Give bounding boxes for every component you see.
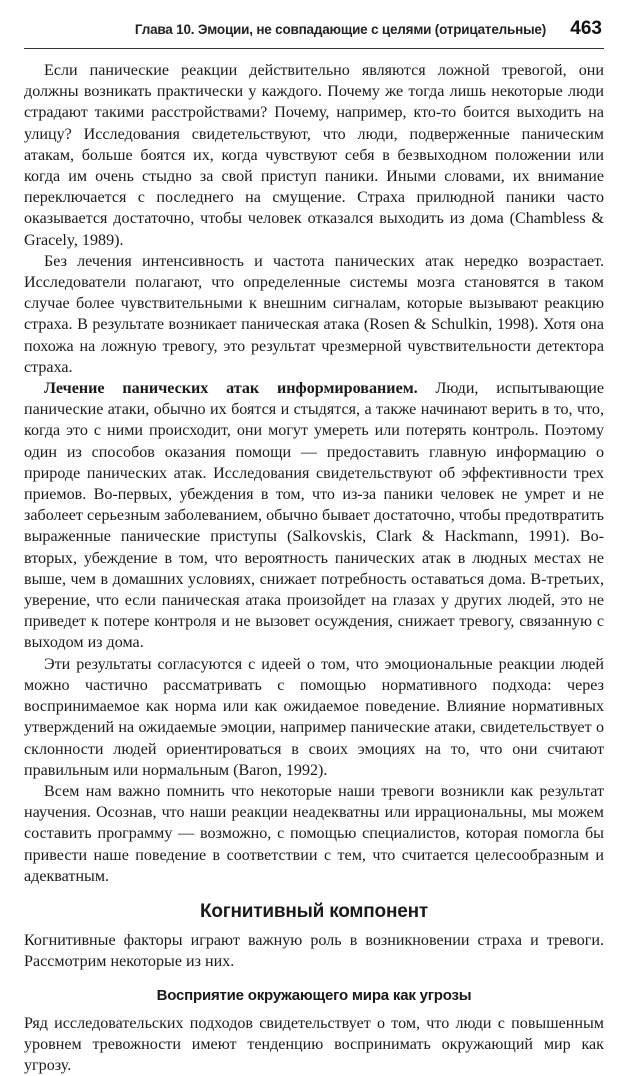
running-header — [24, 12, 604, 49]
page-number: 463 — [570, 18, 602, 39]
paragraph: Всем нам важно помнить что некоторые наши тревоги возникли как результат научения. Осознав, что наши реакции неадекватны или иррациональны, мы можем составить программу — возможно, с помощью специалистов, которая помогла бы привести наше поведение в соответствии с тем, что считается целесообразным и адекватным. — [24, 782, 604, 885]
paragraph: Эти результаты согласуются с идеей о том, что эмоциональные реакции людей можно частично рассматривать с помощью нормативного подхода: через воспринимаемое как норма или как ожидаемое поведение. Влияние нормативных утверждений на ожидаемые эмоции, например панические атаки, свидетельствует о склонности людей ориентироваться в своих эмоциях на то, что они считают правильным или нормальным (Baron, 1992). — [24, 655, 604, 779]
paragraph: Когнитивные факторы играют важную роль в возникновении страха и тревоги. Рассмотрим некоторые из них. — [24, 932, 604, 971]
paragraph: Если панические реакции действительно являются ложной тревогой, они должны возникать практически у каждого. Почему же тогда лишь некоторые люди страдают такими расстройствами? Почему, например, кто-то боится выходить на улицу? Исследования свидетельствуют, что люди, подверженные паническим атакам, больше боятся их, когда чувствуют себя в безвыходном положении или когда им очень стыдно за свой приступ паники. Иными словами, их внимание переключается с последнего на смущение. Страха прилюдной паники часто оказывается достаточно, чтобы человек отказался выходить из дома (Chambless & Gracely, 1989). — [24, 62, 604, 249]
paragraph: Ряд исследовательских подходов свидетельствует о том, что люди с повышенным уровнем тревожности имеют тенденцию воспринимать окружающий мир как угрозу. — [24, 1014, 604, 1075]
subsection-heading: Восприятие окружающего мира как угрозы — [156, 986, 472, 1004]
paragraph-text: Люди, испытывающие панические атаки, обычно их боятся и стыдятся, а также начинают верить в то, что, когда это с ними происходит, они могут умереть или потерять контроль. Поэтому один из способов оказания помощи — предоставить главную информацию о природе панических атак. Исследования свидетельствуют об эффективности трех приемов. Во-первых, убеждения в том, что из-за паники человек не умрет и не заболеет серьезным заболеванием, обычно бывает достаточно, чтобы предотвратить выраженные панические приступы (Salkovskis, Clark & Hackmann, 1991). Во-вторых, убеждение в том, что вероятность панических атак в людных местах не выше, чем в домашних условиях, снижает потребность оставаться дома. В-третьих, уверение, что если паническая атака произойдет на глазах у других людей, это не приведет к потере контроля и не вызовет осуждения, снижает тревогу, связанную с выходом из дома. — [24, 380, 604, 652]
running-title: Глава 10. Эмоции, не совпадающие с целями (отрицательные) — [134, 22, 546, 37]
section-heading: Когнитивный компонент — [200, 900, 428, 922]
paragraph — [24, 378, 604, 654]
run-in-heading: Лечение панических атак информированием. — [44, 380, 418, 398]
page-body — [24, 60, 604, 1076]
paragraph: Без лечения интенсивность и частота панических атак нередко возрастает. Исследователи полагают, что определенные системы мозга становятся в таком случае более чувствительными к внешним сигналам, которые вызывают реакцию страха. В результате возникает паническая атака (Rosen & Schulkin, 1998). Хотя она похожа на ложную тревогу, это результат чрезмерной чувствительности детектора страха. — [24, 252, 604, 376]
